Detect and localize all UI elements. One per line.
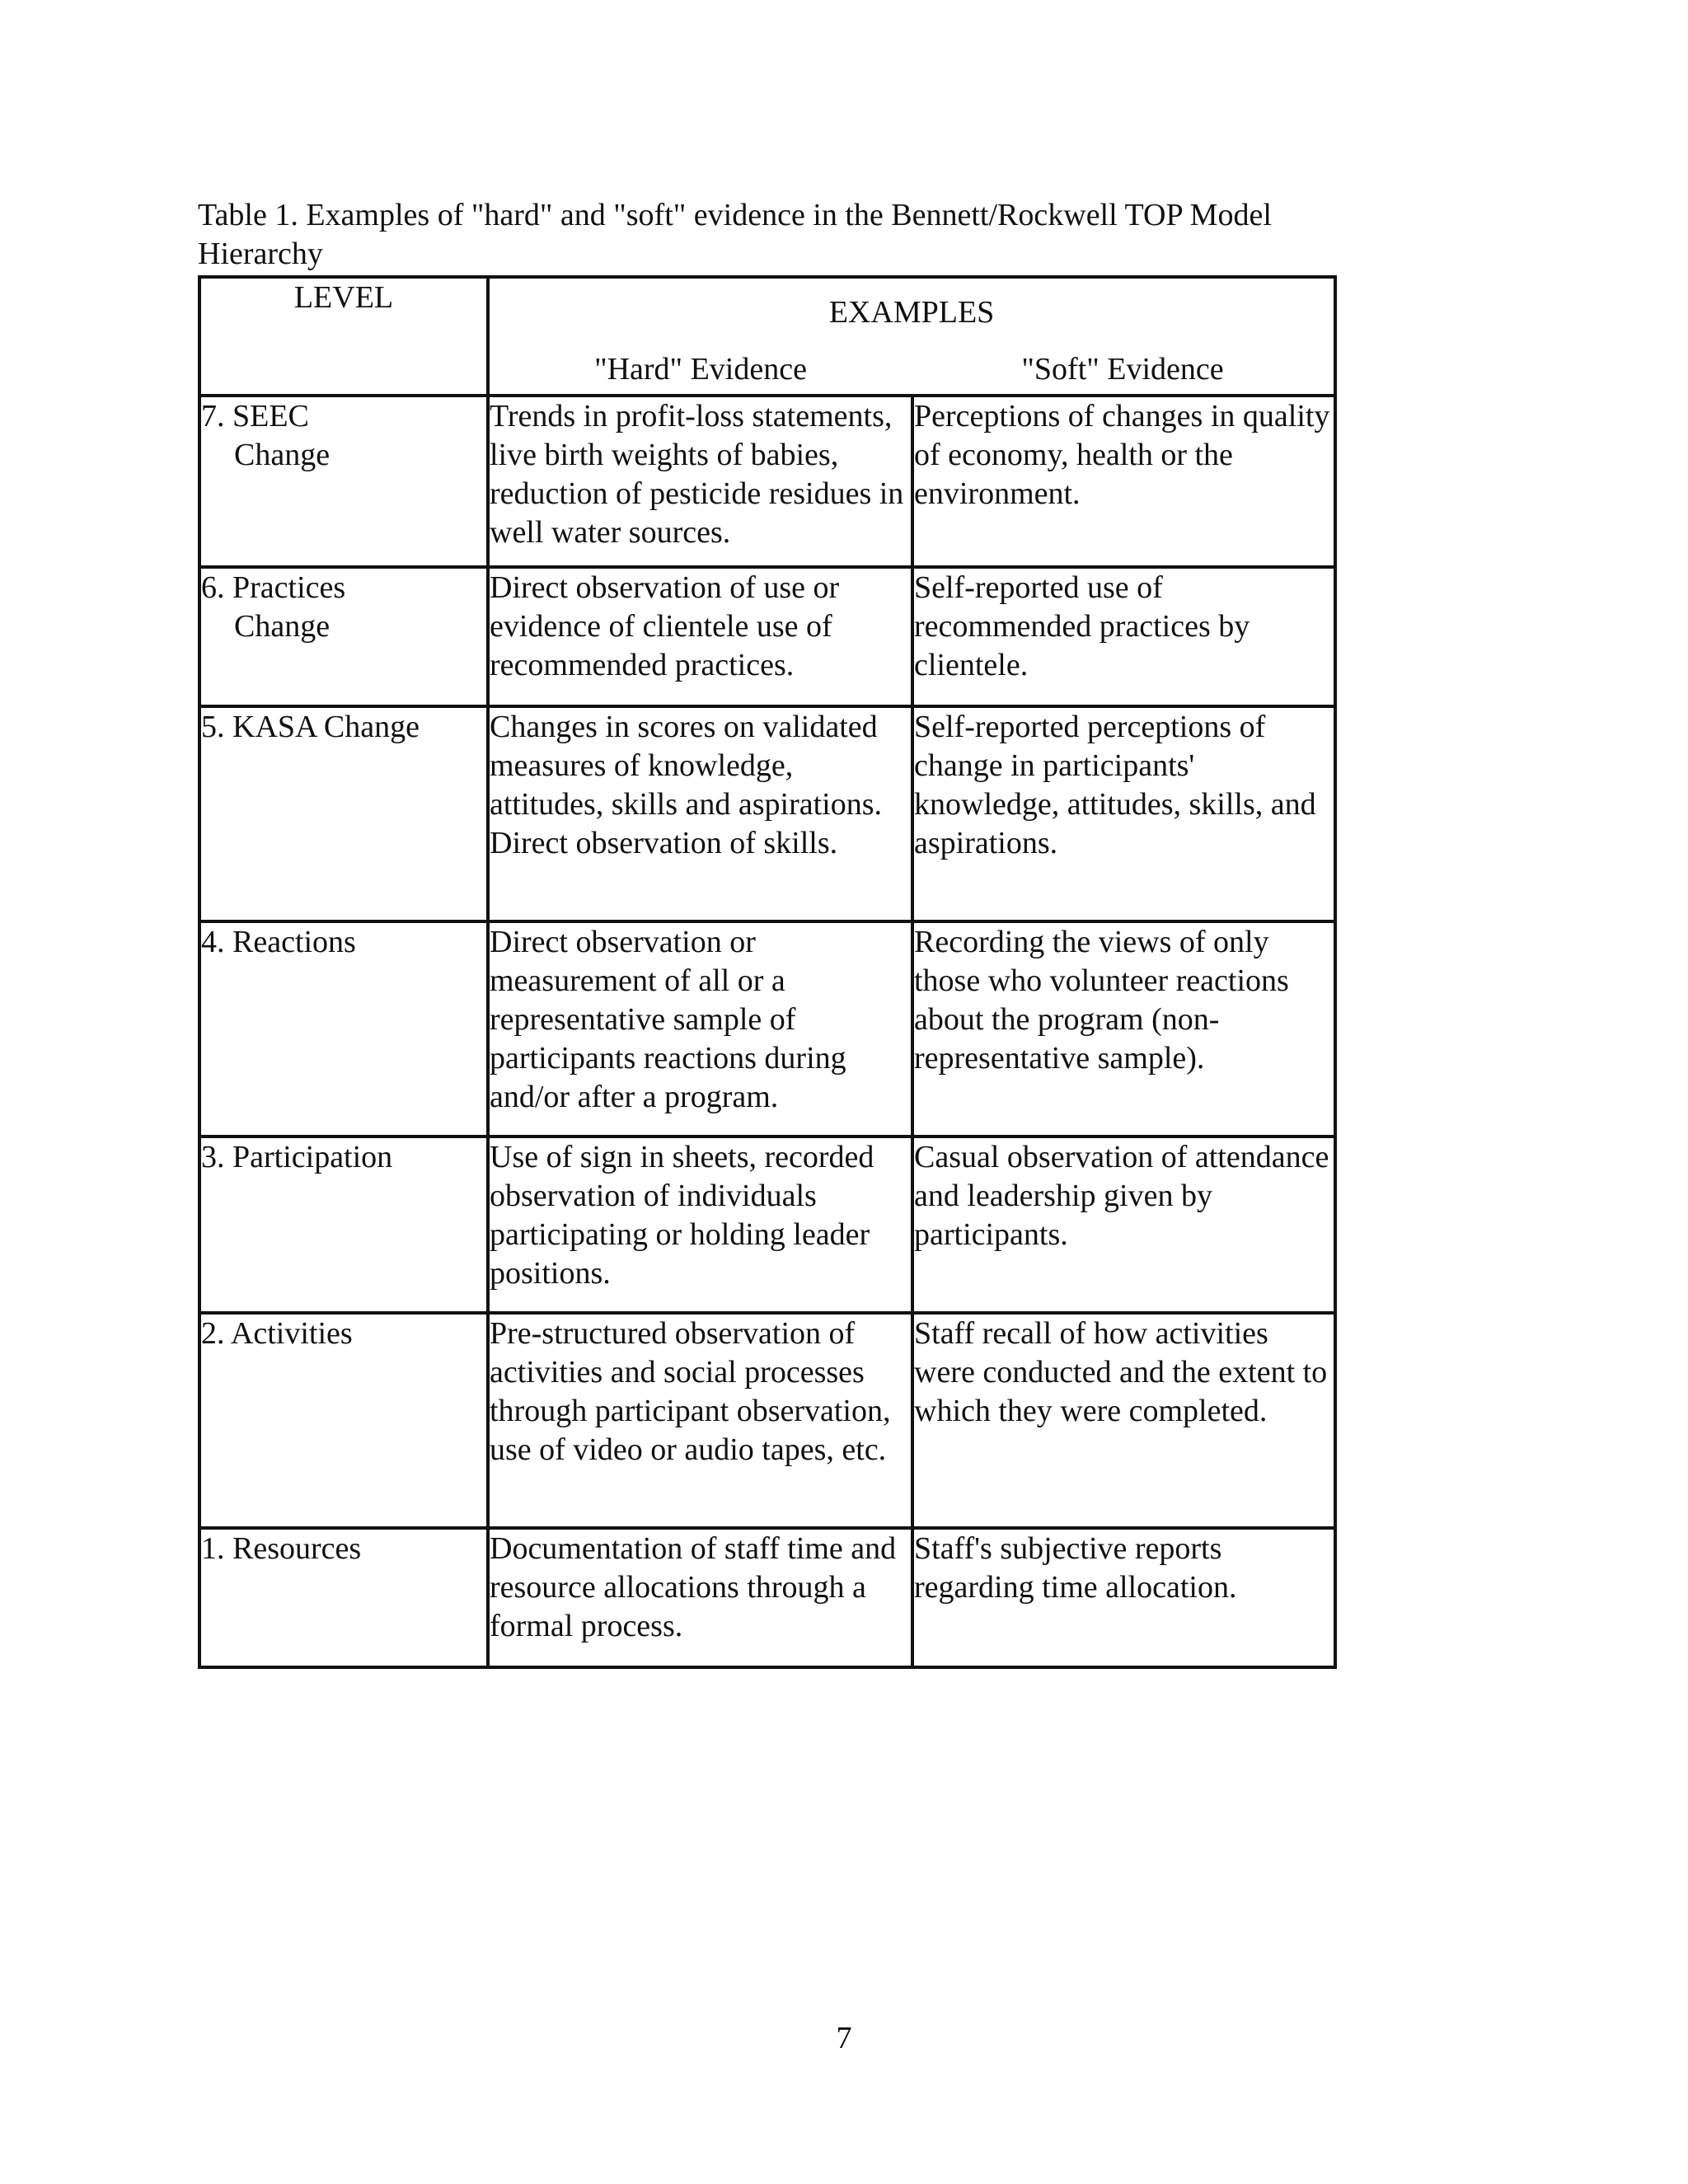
- examples-column-header: [488, 277, 1335, 396]
- level-number: 7. SEEC: [201, 399, 309, 434]
- level-number: 2. Activities: [201, 1316, 353, 1351]
- soft-evidence-cell: Self-reported perceptions of change in participants' knowledge, attitudes, skills, and aspirations.: [912, 706, 1335, 921]
- level-cell: [199, 921, 488, 1137]
- level-cell: [199, 1313, 488, 1528]
- table-header-row: [199, 277, 1335, 396]
- soft-evidence-cell: Recording the views of only those who volunteer reactions about the program (non-representative sample).: [912, 921, 1335, 1137]
- soft-evidence-cell: Perceptions of changes in quality of economy, health or the environment.: [912, 396, 1335, 567]
- hard-evidence-cell: Changes in scores on validated measures of knowledge, attitudes, skills and aspirations. Direct observation of skills.: [488, 706, 912, 921]
- level-cell: [199, 396, 488, 567]
- hard-evidence-cell: Direct observation of use or evidence of clientele use of recommended practices.: [488, 567, 912, 706]
- evidence-table: [198, 275, 1337, 1669]
- hard-evidence-cell: Direct observation or measurement of all or a representative sample of participants reactions during and/or after a program.: [488, 921, 912, 1137]
- level-number: 3. Participation: [201, 1140, 393, 1174]
- soft-evidence-cell: Staff's subjective reports regarding time allocation.: [912, 1528, 1335, 1667]
- level-column-header: LEVEL: [199, 277, 488, 396]
- level-cell: [199, 1528, 488, 1667]
- hard-evidence-cell: Trends in profit-loss statements, live birth weights of babies, reduction of pesticide residues in well water sources.: [488, 396, 912, 567]
- level-name: Change: [234, 438, 331, 472]
- table-caption: Table 1. Examples of "hard" and "soft" evidence in the Bennett/Rockwell TOP Model Hierarchy: [198, 198, 1272, 271]
- level-number: 4. Reactions: [201, 925, 356, 959]
- examples-title: EXAMPLES: [828, 295, 995, 330]
- soft-evidence-cell: Self-reported use of recommended practices by clientele.: [912, 567, 1335, 706]
- level-number: 1. Resources: [201, 1531, 362, 1566]
- table-row: [199, 1137, 1335, 1313]
- soft-evidence-cell: Casual observation of attendance and leadership given by participants.: [912, 1137, 1335, 1313]
- page-number: 7: [836, 2021, 852, 2055]
- hard-evidence-header: "Hard" Evidence: [594, 352, 807, 387]
- table-row: [199, 921, 1335, 1137]
- hard-evidence-cell: Documentation of staff time and resource allocations through a formal process.: [488, 1528, 912, 1667]
- hard-evidence-cell: Pre-structured observation of activities and social processes through participant observation, use of video or audio tapes, etc.: [488, 1313, 912, 1528]
- table-row: [199, 1313, 1335, 1528]
- level-cell: [199, 706, 488, 921]
- level-cell: [199, 1137, 488, 1313]
- level-number: 6. Practices: [201, 570, 346, 605]
- level-name: Change: [234, 609, 331, 644]
- soft-evidence-cell: Staff recall of how activities were conducted and the extent to which they were completed.: [912, 1313, 1335, 1528]
- level-cell: [199, 567, 488, 706]
- table-row: [199, 706, 1335, 921]
- table-row: [199, 396, 1335, 567]
- level-number: 5. KASA Change: [201, 710, 420, 744]
- table-row: [199, 567, 1335, 706]
- soft-evidence-header: "Soft" Evidence: [1021, 352, 1224, 387]
- hard-evidence-cell: Use of sign in sheets, recorded observation of individuals participating or holding leader positions.: [488, 1137, 912, 1313]
- table-row: [199, 1528, 1335, 1667]
